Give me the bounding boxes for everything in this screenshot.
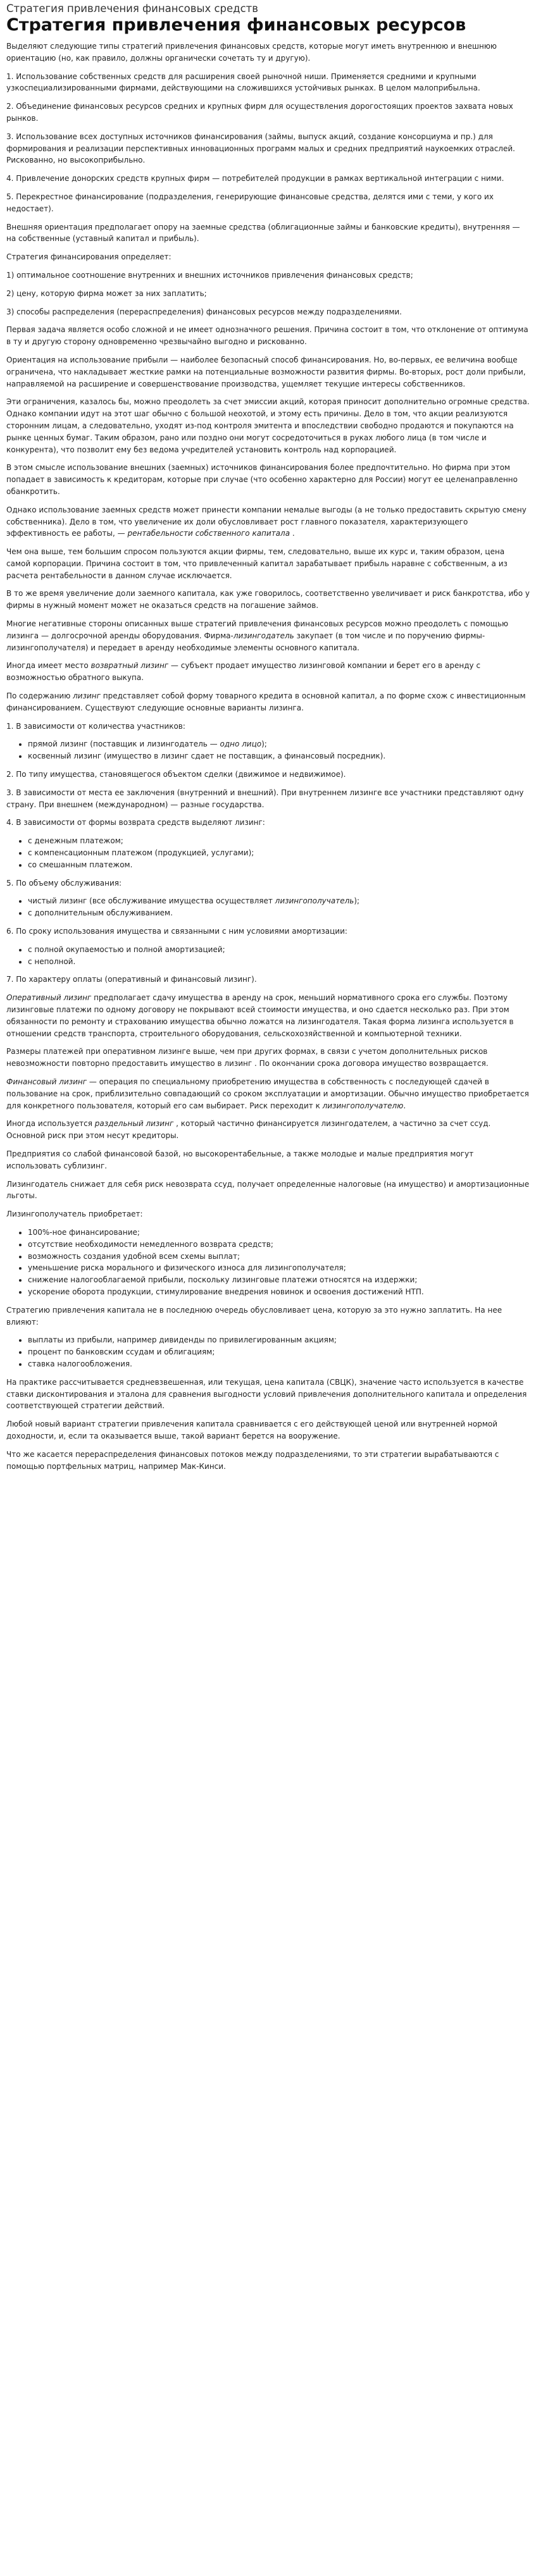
paragraph bbox=[6, 787, 530, 811]
text-run: Многие негативные стороны описанных выше стратегий привлечения финансовых ресурсов можно преодолеть с помощью лизинга — долгосрочной аренды оборудования. Фирма- bbox=[6, 619, 509, 640]
paragraph bbox=[6, 1179, 530, 1203]
paragraph bbox=[6, 324, 530, 348]
text-run: 5. Перекрестное финансирование (подразделения, генерирующие финансовые средства, делятся ими с теми, у кого их недостает). bbox=[6, 192, 494, 213]
paragraph bbox=[6, 1304, 530, 1328]
text-run: . bbox=[290, 529, 295, 538]
paragraph bbox=[6, 1449, 530, 1473]
text-run: возможность создания удобной всем схемы выплат; bbox=[28, 1251, 240, 1261]
text-run: ); bbox=[261, 740, 267, 749]
page-title: Стратегия привлечения финансовых ресурсов bbox=[6, 15, 466, 35]
text-run: Стратегия финансирования определяет: bbox=[6, 252, 171, 262]
emphasis-text: одно лицо bbox=[220, 740, 262, 749]
text-run: 2. Объединение финансовых ресурсов средних и крупных фирм для осуществления дорогостоящих проектов захвата новых рынков. bbox=[6, 102, 513, 123]
emphasis-text: рентабельности собственного капитала bbox=[127, 529, 290, 538]
paragraph bbox=[6, 306, 530, 318]
text-run: 2) цену, которую фирма может за них заплатить; bbox=[6, 288, 207, 298]
paragraph bbox=[6, 588, 530, 612]
text-run: 100%-ное финансирование; bbox=[28, 1227, 140, 1237]
text-run: отсутствие необходимости немедленного возврата средств; bbox=[28, 1239, 273, 1249]
emphasis-text: Финансовый лизинг bbox=[6, 1077, 87, 1086]
list-item bbox=[28, 1358, 530, 1370]
bullet-list bbox=[6, 1334, 530, 1370]
bullet-list bbox=[6, 944, 530, 968]
text-run: 4. Привлечение донорских средств крупных фирм — потребителей продукции в рамках вертикальной интеграции с ними. bbox=[6, 174, 504, 183]
text-run: Что же касается перераспределения финансовых потоков между подразделениями, то эти стратегии вырабатываются с помощью портфельных матриц, например Мак-Кинси. bbox=[6, 1449, 499, 1471]
text-run: . bbox=[403, 1101, 406, 1110]
paragraph bbox=[6, 269, 530, 282]
text-run: По содержанию bbox=[6, 691, 73, 701]
paragraph bbox=[6, 546, 530, 581]
paragraph bbox=[6, 462, 530, 497]
text-run: выплаты из прибыли, например дивиденды по привилегированным акциям; bbox=[28, 1335, 337, 1345]
list-item bbox=[28, 956, 530, 968]
paragraph bbox=[6, 354, 530, 390]
text-run: прямой лизинг (поставщик и лизингодатель — bbox=[28, 740, 220, 749]
bullet-list bbox=[6, 895, 530, 919]
text-run: с полной окупаемостью и полной амортизацией; bbox=[28, 944, 225, 954]
paragraph bbox=[6, 288, 530, 300]
text-run: ускорение оборота продукции, стимулирование внедрения новинок и освоения достижений НТП. bbox=[28, 1287, 424, 1296]
paragraph bbox=[6, 504, 530, 540]
text-run: представляет собой форму товарного кредита в основной капитал, а по форме схож с инвестиционным финансированием. Существуют следующие основные варианты лизинга. bbox=[6, 691, 526, 712]
paragraph bbox=[6, 71, 530, 95]
list-item bbox=[28, 1227, 530, 1239]
paragraph bbox=[6, 396, 530, 455]
emphasis-text: лизингополучателю bbox=[322, 1101, 404, 1110]
paragraph bbox=[6, 131, 530, 166]
list-item bbox=[28, 1286, 530, 1298]
emphasis-text: лизингодатель bbox=[233, 631, 294, 640]
paragraph bbox=[6, 1148, 530, 1172]
bullet-list bbox=[6, 1227, 530, 1298]
text-run: предполагает сдачу имущества в аренду на срок, меньший нормативного срока его службы. Поэтому лизинговые платежи по одному договору не покрывают всей стоимости имущества, и оно сдается несколько раз. При этом обязанности по ремонту и страхованию имущества обычно ложатся на лизингодателя. Такая форма лизинга используется в отношении средств транспорта, строительного оборудования, сельскохозяйственной и компьютерной техники. bbox=[6, 993, 514, 1038]
text-run: с компенсационным платежом (продукцией, услугами); bbox=[28, 848, 254, 858]
text-run: Предприятия со слабой финансовой базой, но высокорентабельные, а также молодые и малые предприятия могут использовать сублизинг. bbox=[6, 1149, 474, 1170]
text-run: с неполной. bbox=[28, 957, 76, 966]
bullet-list bbox=[6, 835, 530, 870]
paragraph bbox=[6, 1377, 530, 1412]
text-run: 4. В зависимости от формы возврата средств выделяют лизинг: bbox=[6, 818, 265, 827]
text-run: Иногда используется bbox=[6, 1119, 95, 1129]
text-run: 3) способы распределения (перераспределения) финансовых ресурсов между подразделениями. bbox=[6, 307, 402, 316]
text-run: с дополнительным обслуживанием. bbox=[28, 908, 173, 918]
list-item bbox=[28, 895, 530, 907]
text-run: Стратегию привлечения капитала не в последнюю очередь обусловливает цена, которую за это нужно заплатить. На нее влияют: bbox=[6, 1305, 502, 1327]
list-item bbox=[28, 1346, 530, 1358]
paragraph bbox=[6, 221, 530, 245]
text-run: Лизингополучатель приобретает: bbox=[6, 1210, 143, 1219]
text-run: Любой новый вариант стратегии привлечения капитала сравнивается с его действующей ценой или внутренней нормой доходности, и, если та оказывается выше, такой вариант берется на вооружение. bbox=[6, 1420, 498, 1440]
paragraph bbox=[6, 173, 530, 185]
paragraph bbox=[6, 618, 530, 653]
paragraph bbox=[6, 1418, 530, 1442]
list-item bbox=[28, 1334, 530, 1346]
text-run: Выделяют следующие типы стратегий привлечения финансовых средств, которые могут иметь внутреннюю и внешнюю ориентацию (но, как правило, должны органически сочетать ту и другую). bbox=[6, 42, 497, 63]
text-run: 1) оптимальное соотношение внутренних и внешних источников привлечения финансовых средств; bbox=[6, 270, 413, 280]
text-run: 2. По типу имущества, становящегося объектом сделки (движимое и недвижимое). bbox=[6, 770, 346, 779]
list-item bbox=[28, 1274, 530, 1286]
list-item bbox=[28, 835, 530, 847]
emphasis-text: раздельный лизинг bbox=[94, 1119, 174, 1129]
list-item bbox=[28, 738, 530, 750]
window-title: Стратегия привлечения финансовых средств bbox=[6, 3, 258, 15]
paragraph bbox=[6, 1208, 530, 1220]
text-run: Иногда имеет место bbox=[6, 661, 91, 671]
text-run: чистый лизинг (все обслуживание имущества осуществляет bbox=[28, 896, 275, 906]
text-run: косвенный лизинг (имущество в лизинг сдает не поставщик, а финансовый посредник). bbox=[28, 752, 386, 761]
paragraph bbox=[6, 877, 530, 889]
text-run: 1. Использование собственных средств для расширения своей рыночной ниши. Применяется средними и крупными узкоспециализированными фирмами, действующими на сложившихся устойчивых рынках. В целом малоприбыльна. bbox=[6, 71, 480, 93]
text-run: Размеры платежей при оперативном лизинге выше, чем при других формах, в связи с учетом дополнительных рисков невозможности повторно предоставить имущество в лизинг . По окончании срока договора имущество возвращается. bbox=[6, 1047, 489, 1068]
paragraph bbox=[6, 40, 530, 65]
text-run: На практике рассчитывается средневзвешенная, или текущая, цена капитала (СВЦК), значение часто используется в качестве ставки дисконтирования и эталона для сравнения выгодности условий привлечения дополнительного капитала и определения соответствующей стратегии действий. bbox=[6, 1377, 527, 1411]
text-run: ); bbox=[354, 896, 360, 906]
text-run: с денежным платежом; bbox=[28, 836, 123, 846]
list-item bbox=[28, 859, 530, 871]
text-run: Эти ограничения, казалось бы, можно преодолеть за счет эмиссии акций, которая приносит дополнительно огромные средства. Однако компании идут на этот шаг обычно с большой неохотой, и этому есть причины. Дело в том, что акции реализуются сторонним лицам, а следовательно, уходят из-под контроля эмитента и впоследствии свободно продаются и покупаются на рынке ценных бумаг. Таким образом, рано или поздно они могут сосредоточиться в руках любого лица (в том числе и конкурента), что позволит ему без ведома учредителей установить контроль над корпорацией. bbox=[6, 397, 530, 454]
text-run: Внешняя ориентация предполагает опору на заемные средства (облигационные займы и банковские кредиты), внутренняя — на собственные (уставный капитал и прибыль). bbox=[6, 222, 520, 244]
emphasis-text: лизингополучатель bbox=[275, 896, 354, 906]
text-run: — субъект продает имущество лизинговой компании и берет его в аренду с возможностью обратного выкупа. bbox=[6, 661, 481, 683]
text-run: 3. Использование всех доступных источников финансирования (займы, выпуск акций, создание консорциума и пр.) для формирования и реализации перспективных инновационных программ малых и средних предприятий наукоемких отраслей. Рискованно, но высокоприбыльно. bbox=[6, 132, 515, 165]
text-run: снижение налогооблагаемой прибыли, поскольку лизинговые платежи относятся на издержки; bbox=[28, 1275, 418, 1285]
paragraph bbox=[6, 101, 530, 125]
text-run: уменьшение риска морального и физического износа для лизингополучателя; bbox=[28, 1263, 346, 1273]
text-run: Однако использование заемных средств может принести компании немалые выгоды (а не только предоставить скрытую смену собственника). Дело в том, что увеличение их доли обусловливает рост главного показателя, характеризующего эффективность ее работы, — bbox=[6, 505, 527, 538]
paragraph bbox=[6, 1076, 530, 1112]
text-run: , который частично финансируется лизингодателем, а частично за счет ссуд. Основной риск при этом несут кредиторы. bbox=[6, 1119, 491, 1141]
list-item bbox=[28, 907, 530, 919]
paragraph bbox=[6, 769, 530, 781]
text-run: 1. В зависимости от количества участников: bbox=[6, 721, 185, 731]
paragraph bbox=[6, 992, 530, 1039]
emphasis-text: лизинг bbox=[73, 691, 101, 701]
bullet-list bbox=[6, 738, 530, 762]
text-run: 6. По сроку использования имущества и связанными с ним условиями амортизации: bbox=[6, 927, 347, 936]
text-run: 5. По объему обслуживания: bbox=[6, 878, 122, 888]
text-run: 7. По характеру оплаты (оперативный и финансовый лизинг). bbox=[6, 975, 257, 984]
text-run: В этом смысле использование внешних (заемных) источников финансирования более предпочтительно. Но фирма при этом попадает в зависимость к кредиторам, которые при случае (что особенно характерно для России) могут ее целенаправленно обанкротить. bbox=[6, 463, 518, 496]
paragraph bbox=[6, 1118, 530, 1142]
list-item bbox=[28, 1239, 530, 1251]
paragraph bbox=[6, 1046, 530, 1070]
text-run: Ориентация на использование прибыли — наиболее безопасный способ финансирования. Но, во-первых, ее величина вообще ограничена, что накладывает жесткие рамки на потенциальные возможности развития фирмы. Во-вторых, рост доли прибыли, направляемой на расширение и совершенствование производства, ущемляет текущие интересы собственников. bbox=[6, 355, 526, 388]
paragraph bbox=[6, 817, 530, 829]
text-run: процент по банковским ссудам и облигациям; bbox=[28, 1347, 215, 1357]
paragraph bbox=[6, 721, 530, 733]
text-run: — операция по специальному приобретению имущества в собственность с последующей сдачей в пользование на срок, приблизительно совпадающий со сроком эксплуатации и амортизации. Обычно имущество приобретается для конкретного пользователя, который его сам выбирает. Риск переходит к bbox=[6, 1077, 529, 1110]
text-run: Чем она выше, тем большим спросом пользуются акции фирмы, тем, следовательно, выше их курс и, таким образом, цена самой корпорации. Причина состоит в том, что привлеченный капитал зарабатывает прибыль наравне с собственным, а из расчета рентабельности в данном случае исключается. bbox=[6, 547, 508, 580]
text-run: со смешанным платежом. bbox=[28, 860, 133, 869]
paragraph bbox=[6, 690, 530, 714]
text-run: ставка налогообложения. bbox=[28, 1359, 132, 1368]
text-run: 3. В зависимости от места ее заключения (внутренний и внешний). При внутреннем лизинге все участники представляют одну страну. При внешнем (международном) — разные государства. bbox=[6, 788, 524, 809]
paragraph bbox=[6, 660, 530, 684]
paragraph bbox=[6, 251, 530, 263]
text-run: закупает (в том числе и по поручению фирмы-лизингополучателя) и передает в аренду необходимые элементы основного капитала. bbox=[6, 631, 485, 652]
list-item bbox=[28, 944, 530, 956]
text-run: Первая задача является особо сложной и не имеет однозначного решения. Причина состоит в том, что отклонение от оптимума в ту и другую сторону одновременно чрезвычайно выгодно и рискованно. bbox=[6, 325, 528, 347]
list-item bbox=[28, 1251, 530, 1263]
list-item bbox=[28, 750, 530, 762]
paragraph bbox=[6, 926, 530, 938]
text-run: В то же время увеличение доли заемного капитала, как уже говорилось, соответственно увеличивает и риск банкротства, ибо у фирмы в нужный момент может не оказаться средств на погашение займов. bbox=[6, 589, 530, 610]
emphasis-text: возвратный лизинг bbox=[90, 661, 169, 671]
article-body bbox=[6, 40, 530, 1472]
list-item bbox=[28, 847, 530, 859]
emphasis-text: Оперативный лизинг bbox=[6, 993, 92, 1003]
text-run: Лизингодатель снижает для себя риск невозврата ссуд, получает определенные налоговые (на имущество) и амортизационные льготы. bbox=[6, 1179, 530, 1201]
list-item bbox=[28, 1262, 530, 1274]
paragraph bbox=[6, 191, 530, 215]
paragraph bbox=[6, 974, 530, 986]
